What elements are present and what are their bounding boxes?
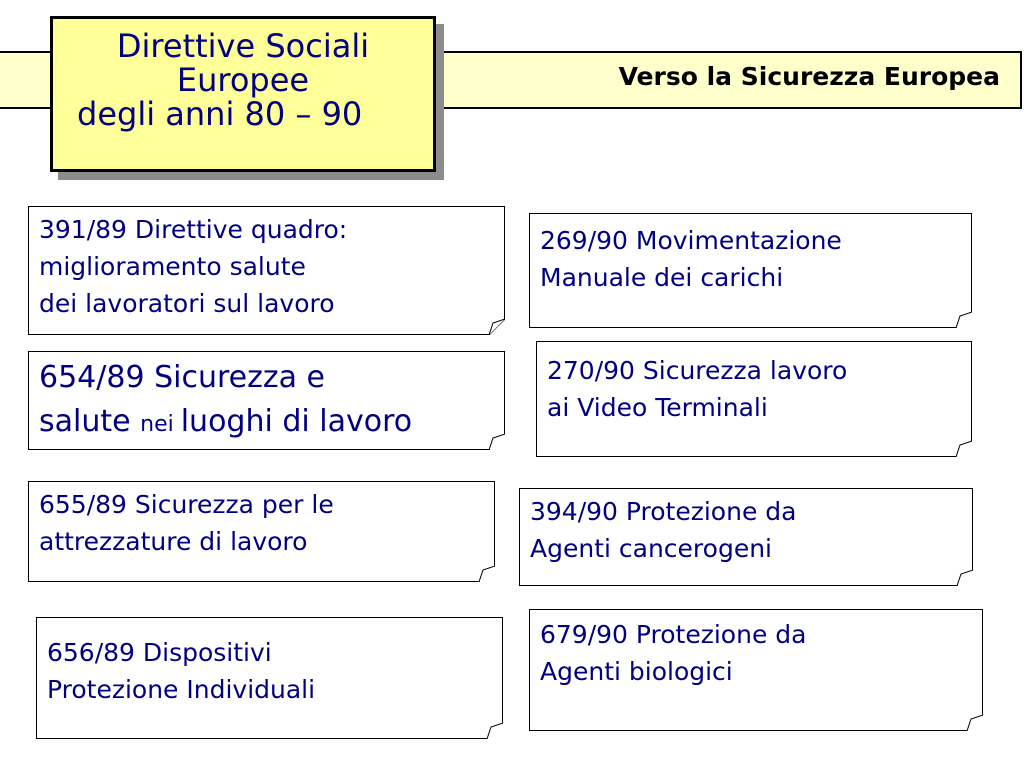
card-word: salute [39, 404, 141, 439]
card-line: 654/89 Sicurezza e [39, 360, 325, 395]
title-line-2: Europee [176, 61, 310, 99]
folded-corner-icon [489, 319, 505, 335]
card-line-2 [39, 400, 504, 447]
card-line: 655/89 Sicurezza per le [39, 490, 334, 519]
folded-corner-icon [956, 441, 972, 457]
card-word: luoghi di lavoro [180, 404, 413, 439]
card-line: 269/90 Movimentazione [540, 226, 842, 255]
directive-card-655-89 [28, 481, 495, 582]
directive-card-269-90 [529, 213, 972, 328]
header-title: Verso la Sicurezza Europea [618, 62, 1000, 91]
title-line-1: Direttive Sociali [116, 27, 370, 65]
card-line: 391/89 Direttive quadro: [39, 215, 348, 244]
card-line: attrezzature di lavoro [39, 527, 308, 556]
folded-corner-icon [967, 715, 983, 731]
folded-corner-icon [956, 312, 972, 328]
directive-card-394-90 [519, 488, 973, 586]
folded-corner-icon [487, 723, 503, 739]
card-line: 394/90 Protezione da [530, 497, 797, 526]
card-line: Manuale dei carichi [540, 263, 784, 292]
directive-card-654-89 [28, 351, 505, 450]
directive-card-656-89 [36, 617, 503, 739]
card-line: 656/89 Dispositivi [47, 638, 272, 667]
card-line: miglioramento salute [39, 252, 306, 281]
folded-corner-icon [489, 434, 505, 450]
card-word-small: nei [140, 412, 181, 437]
title-line-3: degli anni 80 – 90 [77, 95, 363, 133]
folded-corner-icon [479, 566, 495, 582]
card-line: Agenti cancerogeni [530, 534, 772, 563]
card-line: 270/90 Sicurezza lavoro [547, 356, 848, 385]
directive-card-391-89 [28, 206, 505, 335]
card-line: dei lavoratori sul lavoro [39, 289, 335, 318]
card-line: 679/90 Protezione da [540, 620, 807, 649]
title-box [50, 16, 436, 172]
card-line: ai Video Terminali [547, 393, 768, 422]
folded-corner-icon [957, 570, 973, 586]
directive-card-679-90 [529, 609, 983, 731]
directive-card-270-90 [536, 341, 972, 457]
card-line: Protezione Individuali [47, 675, 316, 704]
card-line: Agenti biologici [540, 657, 733, 686]
